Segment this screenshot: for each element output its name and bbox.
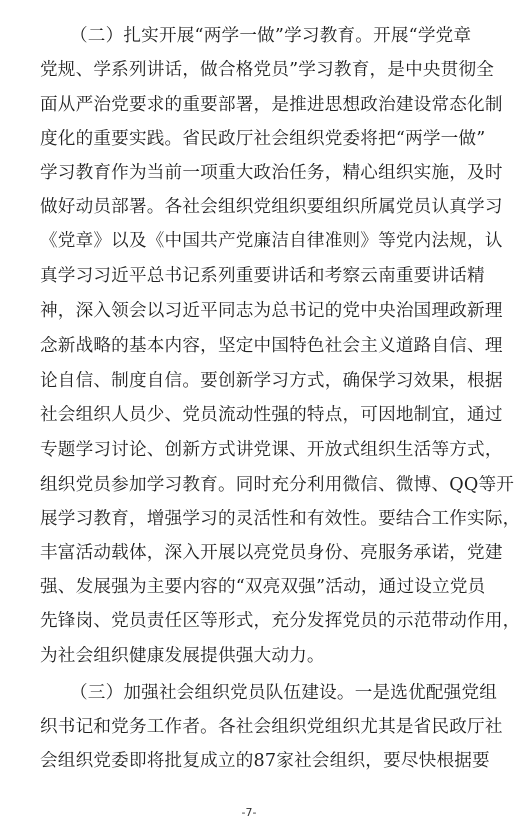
paragraph-line-10: 念新战略的基本内容，坚定中国特色社会主义道路自信、理 xyxy=(40,336,503,356)
paragraph-line-1: （二）扎实开展“两学一做”学习教育。开展“学党章 xyxy=(70,26,472,46)
paragraph-line-7: 《党章》以及《中国共产党廉洁自律准则》等党内法规，认 xyxy=(40,231,503,251)
paragraph-line-21: 织书记和党务工作者。各社会组织党组织尤其是省民政厅社 xyxy=(40,717,503,737)
paragraph-line-14: 组织党员参加学习教育。同时充分利用微信、微博、QQ等开 xyxy=(40,475,515,495)
paragraph-line-11: 论自信、制度自信。要创新学习方式，确保学习效果，根据 xyxy=(40,371,503,391)
paragraph-line-4: 度化的重要实践。省民政厅社会组织党委将把“两学一做” xyxy=(40,129,486,149)
paragraph-line-6: 做好动员部署。各社会组织党组织要组织所属党员认真学习 xyxy=(40,197,503,217)
paragraph-line-19: 为社会组织健康发展提供强大动力。 xyxy=(40,646,325,666)
paragraph-line-22: 会组织党委即将批复成立的87家社会组织，要尽快根据要 xyxy=(40,751,490,771)
paragraph-line-5: 学习教育作为当前一项重大政治任务，精心组织实施，及时 xyxy=(40,163,503,183)
paragraph-line-8: 真学习习近平总书记系列重要讲话和考察云南重要讲话精 xyxy=(40,266,485,286)
paragraph-line-18: 先锋岗、党员责任区等形式，充分发挥党员的示范带动作用， xyxy=(40,611,520,631)
paragraph-line-16: 丰富活动载体，深入开展以亮党员身份、亮服务承诺，党建 xyxy=(40,543,503,563)
paragraph-line-9: 神，深入领会以习近平同志为总书记的党中央治国理政新理 xyxy=(40,301,503,321)
paragraph-line-20: （三）加强社会组织党员队伍建设。一是选优配强党组 xyxy=(70,683,498,703)
paragraph-line-15: 展学习教育，增强学习的灵活性和有效性。要结合工作实际， xyxy=(40,509,520,529)
paragraph-line-3: 面从严治党要求的重要部署，是推进思想政治建设常态化制 xyxy=(40,95,503,115)
paragraph-line-2: 党规、学系列讲话，做合格党员”学习教育，是中央贯彻全 xyxy=(40,60,495,80)
paragraph-line-12: 社会组织人员少、党员流动性强的特点，可因地制宜，通过 xyxy=(40,405,503,425)
page-number: -7- xyxy=(241,806,257,819)
paragraph-line-13: 专题学习讨论、创新方式讲党课、开放式组织生活等方式， xyxy=(40,440,503,460)
paragraph-line-17: 强、发展强为主要内容的“双亮双强”活动，通过设立党员 xyxy=(40,577,486,597)
